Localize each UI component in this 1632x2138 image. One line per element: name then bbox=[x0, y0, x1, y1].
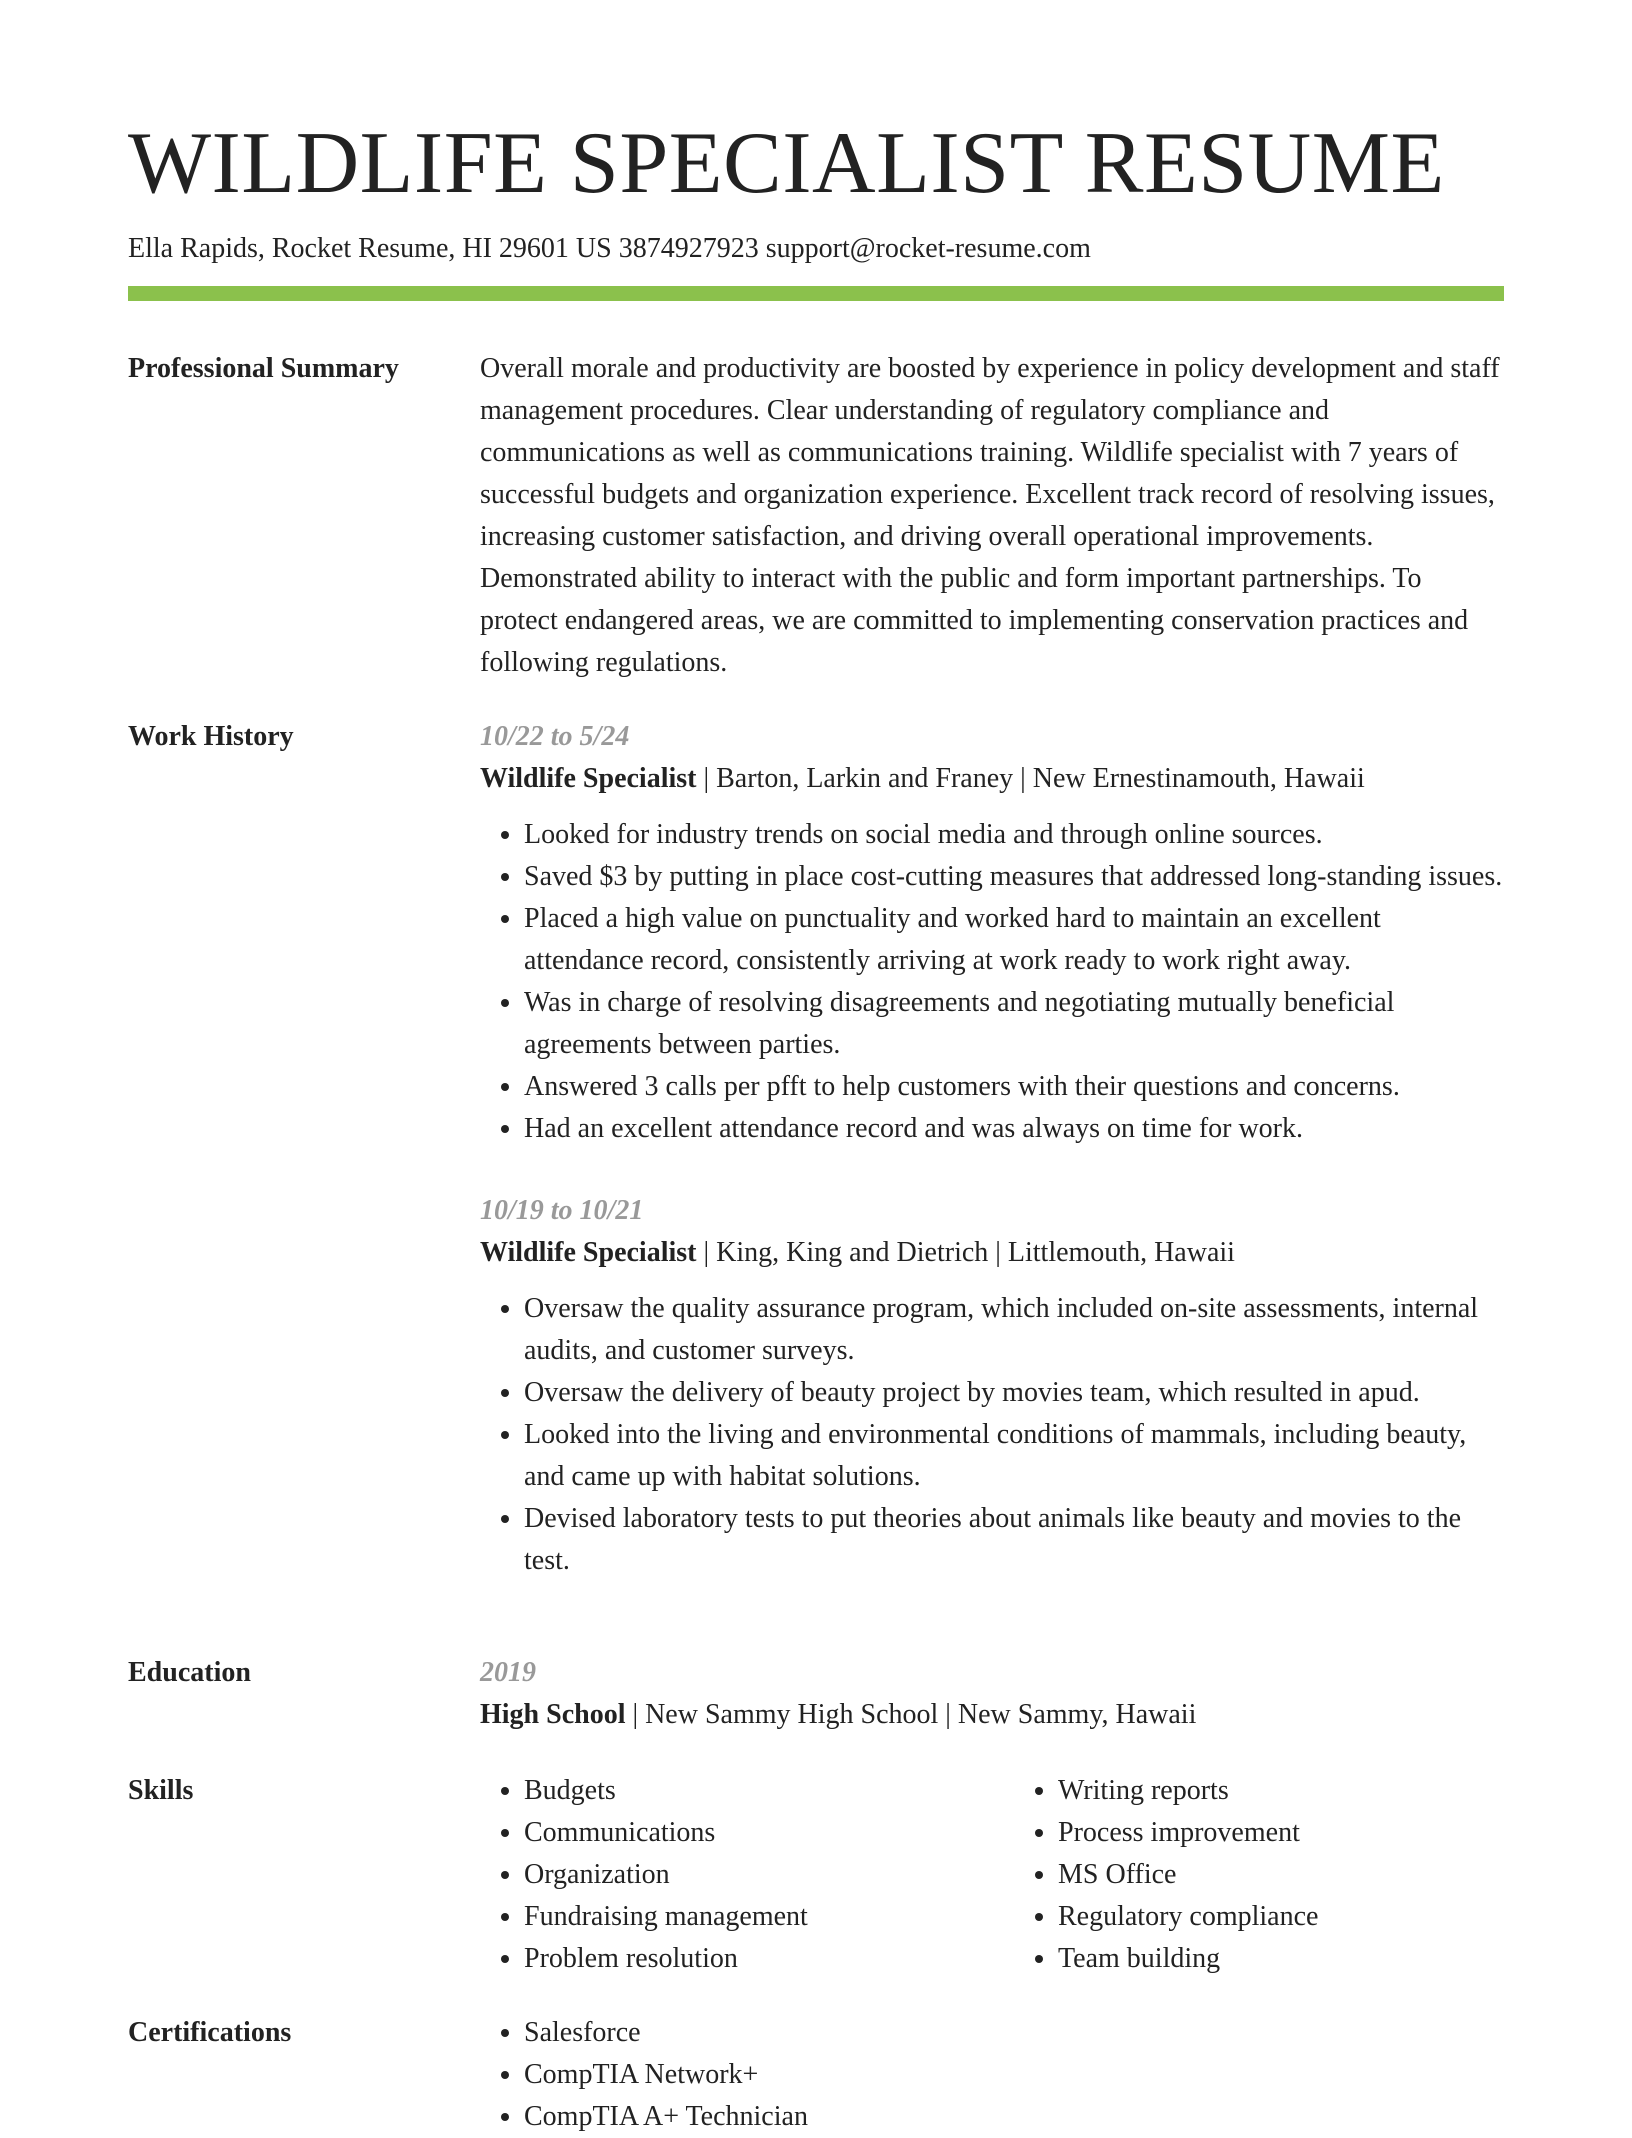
list-item: • Oversaw the quality assurance program, which included on-site assessments, internal audits, and customer surveys. bbox=[524, 1288, 1504, 1372]
list-item: • Devised laboratory tests to put theories about animals like beauty and movies to the test. bbox=[524, 1498, 1504, 1582]
summary-heading: Professional Summary bbox=[128, 353, 399, 384]
list-item: • Writing reports bbox=[1058, 1770, 1504, 1812]
list-item: • Fundraising management bbox=[524, 1896, 970, 1938]
certifications-list bbox=[480, 2012, 1504, 2138]
job-title: Wildlife Specialist bbox=[480, 1237, 697, 1268]
list-item: • Answered 3 calls per pfft to help customers with their questions and concerns. bbox=[524, 1066, 1504, 1108]
accent-divider bbox=[128, 286, 1504, 301]
education-line bbox=[480, 1694, 1504, 1736]
list-item: • Was in charge of resolving disagreements and negotiating mutually beneficial agreements between parties. bbox=[524, 982, 1504, 1066]
list-item: • CompTIA A+ Technician bbox=[524, 2096, 1504, 2138]
job-details: | King, King and Dietrich | Littlemouth, Hawaii bbox=[696, 1237, 1235, 1268]
skills-heading: Skills bbox=[128, 1775, 194, 1806]
education-degree: High School bbox=[480, 1699, 626, 1730]
skills-column-2 bbox=[1014, 1770, 1504, 1980]
education-heading: Education bbox=[128, 1657, 251, 1688]
list-item: • Looked for industry trends on social media and through online sources. bbox=[524, 814, 1504, 856]
education-date: 2019 bbox=[480, 1657, 536, 1688]
list-item: • Team building bbox=[1058, 1938, 1504, 1980]
resume-title: WILDLIFE SPECIALIST RESUME bbox=[128, 115, 1445, 212]
work-history-heading: Work History bbox=[128, 721, 294, 752]
list-item: • Process improvement bbox=[1058, 1812, 1504, 1854]
job-title: Wildlife Specialist bbox=[480, 763, 697, 794]
list-item: • Communications bbox=[524, 1812, 970, 1854]
contact-line: Ella Rapids, Rocket Resume, HI 29601 US 3874927923 support@rocket-resume.com bbox=[128, 233, 1091, 264]
list-item: • MS Office bbox=[1058, 1854, 1504, 1896]
list-item: • CompTIA Network+ bbox=[524, 2054, 1504, 2096]
list-item: • Looked into the living and environmental conditions of mammals, including beauty, and came up with habitat solutions. bbox=[524, 1414, 1504, 1498]
education-details: | New Sammy High School | New Sammy, Hawaii bbox=[625, 1699, 1197, 1730]
list-item: • Budgets bbox=[524, 1770, 970, 1812]
job-entry bbox=[480, 716, 1504, 1150]
list-item: • Regulatory compliance bbox=[1058, 1896, 1504, 1938]
job-date: 10/19 to 10/21 bbox=[480, 1195, 644, 1226]
certifications-heading: Certifications bbox=[128, 2017, 292, 2048]
job-title-line bbox=[480, 1232, 1504, 1274]
list-item: • Had an excellent attendance record and was always on time for work. bbox=[524, 1108, 1504, 1150]
summary-text: Overall morale and productivity are boosted by experience in policy development and staff management procedures. Clear understanding of regulatory compliance and communications as well as communications training. Wildlife specialist with 7 years of successful budgets and organization experience. Excellent track record of resolving issues, increasing customer satisfaction, and driving overall operational improvements. Demonstrated ability to interact with the public and form important partnerships. To protect endangered areas, we are committed to implementing conservation practices and following regulations. bbox=[480, 353, 1500, 678]
list-item: • Oversaw the delivery of beauty project by movies team, which resulted in apud. bbox=[524, 1372, 1504, 1414]
list-item: • Problem resolution bbox=[524, 1938, 970, 1980]
job-entry bbox=[480, 1190, 1504, 1582]
list-item: • Placed a high value on punctuality and worked hard to maintain an excellent attendance record, consistently arriving at work ready to work right away. bbox=[524, 898, 1504, 982]
job-details: | Barton, Larkin and Franey | New Ernestinamouth, Hawaii bbox=[696, 763, 1365, 794]
job-date: 10/22 to 5/24 bbox=[480, 721, 630, 752]
skills-column-1 bbox=[480, 1770, 970, 1980]
job-title-line bbox=[480, 758, 1504, 800]
list-item: • Saved $3 by putting in place cost-cutting measures that addressed long-standing issues. bbox=[524, 856, 1504, 898]
list-item: • Organization bbox=[524, 1854, 970, 1896]
list-item: • Salesforce bbox=[524, 2012, 1504, 2054]
job-bullets bbox=[480, 1288, 1504, 1582]
job-bullets bbox=[480, 814, 1504, 1150]
